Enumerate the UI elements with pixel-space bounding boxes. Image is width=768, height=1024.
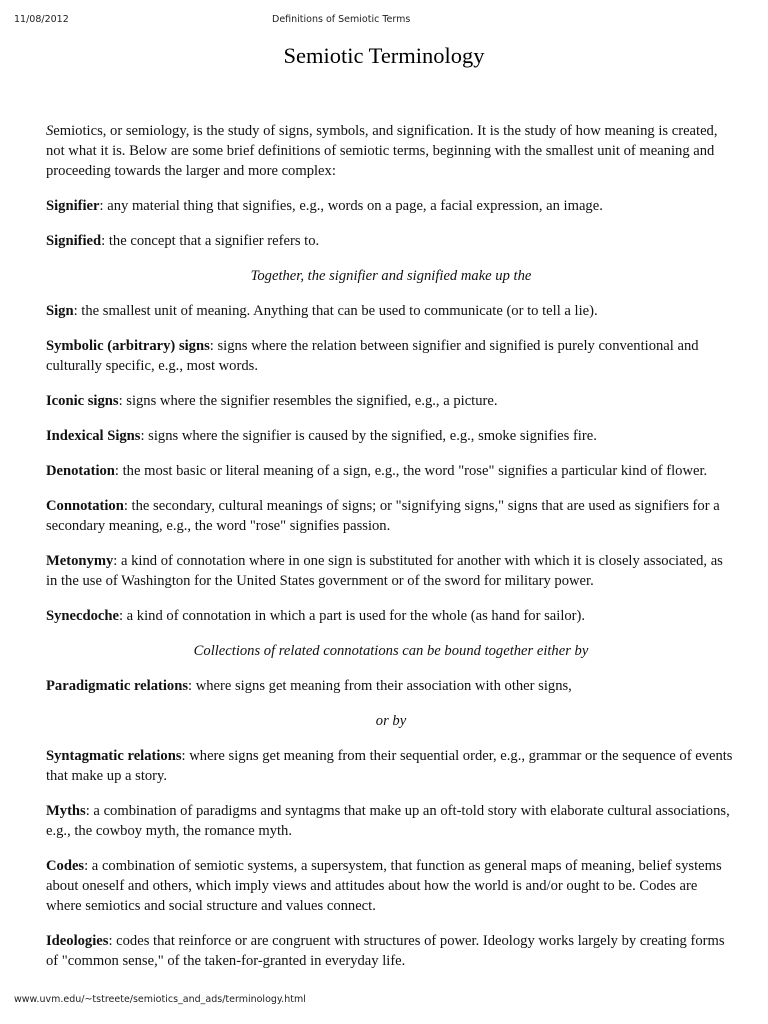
print-doc-title: Definitions of Semiotic Terms — [272, 14, 411, 25]
definition-text: : the most basic or literal meaning of a sign, e.g., the word "rose" signifies a particular kind of flower. — [114, 463, 708, 479]
definition-paragraph — [46, 461, 736, 481]
definition-text: : where signs get meaning from their sequential order, e.g., grammar or the sequence of events that make up a story. — [46, 748, 733, 784]
definition-text: : signs where the signifier resembles the signified, e.g., a picture. — [118, 393, 498, 409]
definition-paragraph — [46, 426, 736, 446]
definition-paragraph — [46, 391, 736, 411]
definition-paragraph — [46, 496, 736, 536]
definition-text: : a kind of connotation in which a part is used for the whole (as hand for sailor). — [118, 608, 586, 624]
intro-first-letter: S — [46, 123, 54, 139]
definition-paragraph — [46, 551, 736, 591]
definition-term: Ideologies — [46, 933, 109, 949]
definition-term: Synecdoche — [46, 608, 119, 624]
definition-paragraph — [46, 676, 736, 696]
definition-term: Iconic signs — [46, 393, 119, 409]
transition-note: or by — [375, 713, 407, 729]
print-header — [0, 14, 768, 28]
definition-paragraph — [46, 931, 736, 971]
definition-term: Codes — [46, 858, 85, 874]
definition-text: : where signs get meaning from their association with other signs, — [188, 678, 572, 694]
definition-text: : a combination of semiotic systems, a supersystem, that function as general maps of meaning, belief systems about oneself and others, which imply views and attitudes about how the world is and/or ought to be. Codes are where semiotics and social structure and values connect. — [46, 858, 722, 914]
definition-term: Syntagmatic relations — [46, 748, 182, 764]
definition-text: : signs where the relation between signifier and signified is purely conventional and culturally specific, e.g., most words. — [46, 338, 699, 374]
definition-term: Signifier — [46, 198, 100, 214]
definition-text: : codes that reinforce or are congruent with structures of power. Ideology works largely by creating forms of "common sense," of the taken-for-granted in everyday life. — [46, 933, 725, 969]
definition-text: : signs where the signifier is caused by the signified, e.g., smoke signifies fire. — [140, 428, 597, 444]
intro-text: emiotics, or semiology, is the study of signs, symbols, and signification. It is the study of how meaning is created, not what it is. Below are some brief definitions of semiotic terms, beginning with the smallest unit of meaning and proceeding towards the larger and more complex: — [46, 123, 718, 179]
definition-paragraph — [46, 606, 736, 626]
definition-text: : the secondary, cultural meanings of signs; or "signifying signs," signs that are used as signifiers for a secondary meaning, e.g., the word "rose" signifies passion. — [46, 498, 720, 534]
definition-text: : a combination of paradigms and syntagms that make up an oft-told story with elaborate cultural associations, e.g., the cowboy myth, the romance myth. — [46, 803, 730, 839]
print-footer-url: www.uvm.edu/~tstreete/semiotics_and_ads/terminology.html — [14, 994, 306, 1005]
definition-term: Sign — [46, 303, 74, 319]
definition-term: Symbolic (arbitrary) signs — [46, 338, 210, 354]
definition-term: Signified — [46, 233, 102, 249]
definition-term: Myths — [46, 803, 86, 819]
intro-paragraph — [46, 121, 736, 181]
definition-paragraph — [46, 856, 736, 916]
definition-term: Metonymy — [46, 553, 114, 569]
definition-term: Paradigmatic relations — [46, 678, 188, 694]
transition-note: Together, the signifier and signified make up the — [250, 268, 532, 284]
definition-term: Denotation — [46, 463, 115, 479]
definition-paragraph — [46, 301, 736, 321]
definition-paragraph — [46, 196, 736, 216]
print-date: 11/08/2012 — [14, 14, 69, 25]
page-title: Semiotic Terminology — [283, 43, 485, 68]
definition-text: : a kind of connotation where in one sign is substituted for another with which it is closely associated, as in the use of Washington for the United States government or of the sword for military power. — [46, 553, 723, 589]
definition-paragraph — [46, 801, 736, 841]
definition-text: : any material thing that signifies, e.g., words on a page, a facial expression, an image. — [99, 198, 603, 214]
definitions-list — [46, 196, 736, 971]
definition-text: : the concept that a signifier refers to. — [101, 233, 320, 249]
definition-text: : the smallest unit of meaning. Anything that can be used to communicate (or to tell a lie). — [73, 303, 598, 319]
document-body — [46, 121, 736, 986]
definition-paragraph — [46, 746, 736, 786]
definition-term: Indexical Signs — [46, 428, 141, 444]
definition-paragraph — [46, 336, 736, 376]
definition-term: Connotation — [46, 498, 124, 514]
definition-paragraph — [46, 231, 736, 251]
transition-note: Collections of related connotations can be bound together either by — [193, 643, 589, 659]
